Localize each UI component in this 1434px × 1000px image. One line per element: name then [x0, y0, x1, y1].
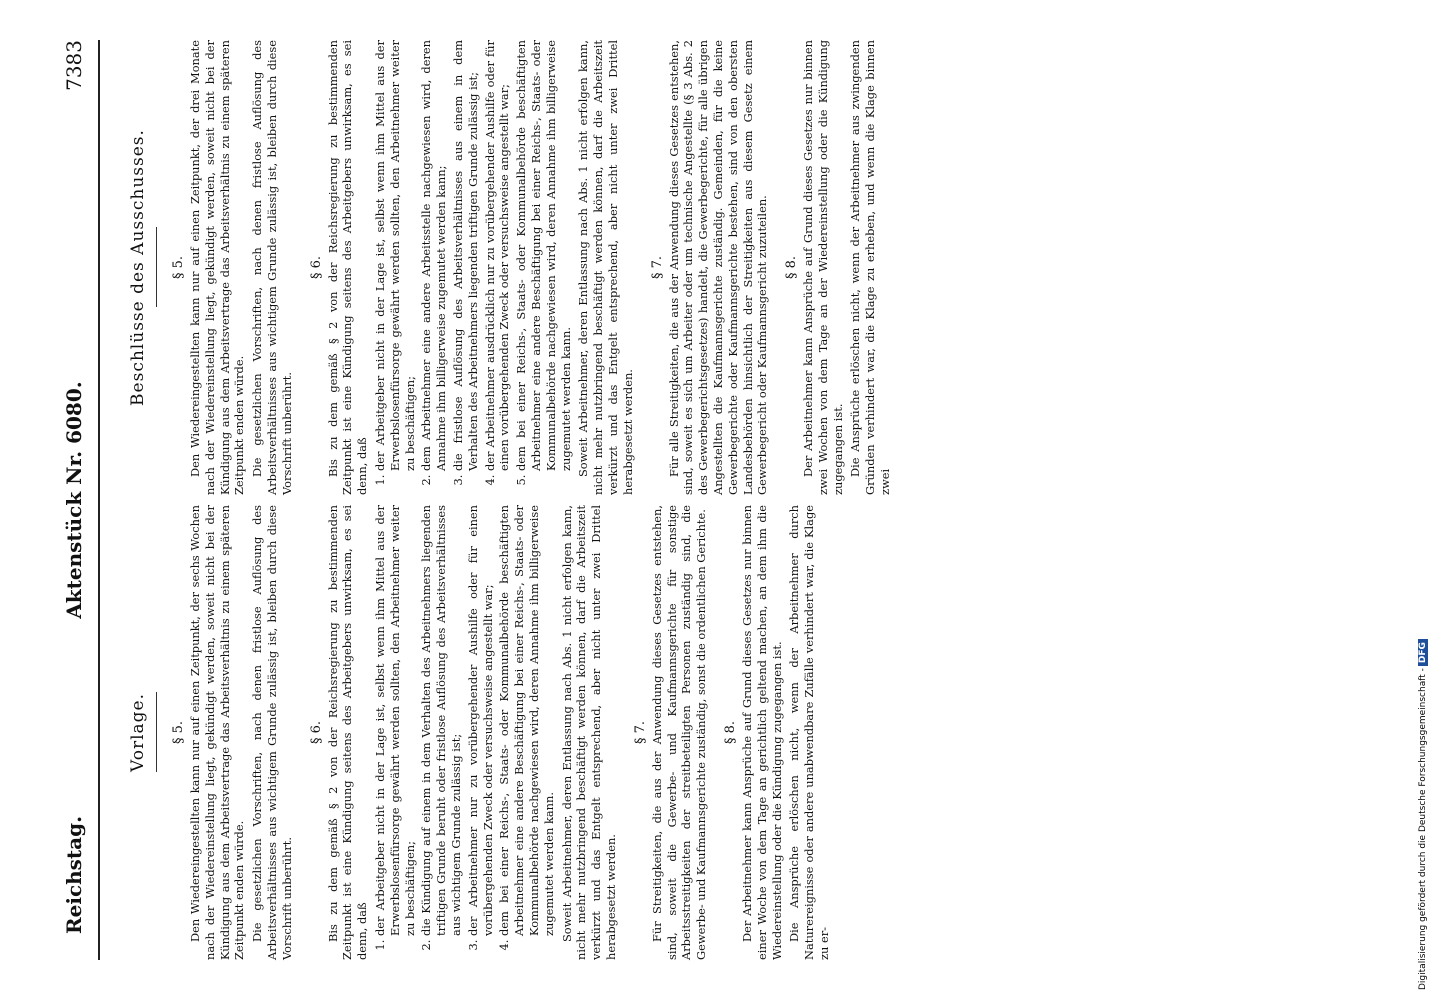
page-header — [62, 0, 102, 1000]
section-heading: § 6. — [308, 720, 324, 745]
paragraph: Für alle Streitigkeiten, die aus der Anwendung dieses Gesetzes entstehen, sind, soweit es sich um Arbeiter oder um technische Angestellte (§ 3 Abs. 2 des Gewerbegerichtsgesetzes) handelt, die Gewerbegerichte, für alle übrigen Angestellten die Kaufmannsgerichte zuständig. Gemeinden, für die keine Gewerbegerichte oder Kaufmannsgerichte bestehen, sind von den obersten Landesbehörden hinsichtlich der Streitigkeiten aus diesem Gesetz einem Gewerbegericht oder Kaufmannsgericht zuzuteilen. — [666, 40, 770, 495]
header-left: Reichstag. — [62, 815, 86, 934]
list-item: 1. der Arbeitgeber nicht in der Lage ist, selbst wenn ihm Mittel aus der Erwerbslosenfürsorge gewährt werden sollten, den Arbeitnehmer weiter zu beschäftigen; — [373, 40, 417, 471]
section-heading: § 8. — [784, 255, 800, 280]
paragraph: Bis zu dem gemäß § 2 von der Reichsregierung zu bestimmenden Zeitpunkt ist eine Kündigung seitens des Arbeitgebers unwirksam, es sei denn, daß — [325, 40, 370, 495]
section-heading: § 5. — [171, 720, 186, 745]
page-number: 7383 — [62, 40, 86, 91]
list-item: 3. die fristlose Auflösung des Arbeitsverhältnisses aus einem in dem Verhalten des Arbeitnehmers liegenden triftigen Grunde zulässig ist; — [451, 40, 481, 471]
paragraph: Den Wiedereingestellten kann nur auf einen Zeitpunkt, der sechs Wochen nach der Wiedereinstellung liegt, gekündigt werden, soweit nicht bei der Kündigung aus dem Arbeitsvertrage das Arbeitsverhältnis zu einem späteren Zeitpunkt enden würde. — [188, 505, 247, 960]
title-divider — [156, 228, 157, 308]
header-rule — [98, 40, 100, 960]
list-item: 2. dem Arbeitnehmer eine andere Arbeitsstelle nachgewiesen wird, deren Annahme ihm billigerweise zugemutet werden kann; — [419, 40, 449, 471]
list-item: 4. dem bei einer Reichs-, Staats- oder Kommunalbehörde beschäftigten Arbeitnehmer eine andere Beschäftigung bei einer Reichs-, Staats- oder Kommunalbehörde nachgewiesen wird, deren Annahme ihm billigerweise zugemutet werden kann. — [497, 505, 556, 936]
list-item: 4. der Arbeitnehmer ausdrücklich nur zu vorübergehender Aushilfe oder für einen vorübergehenden Zweck oder versuchsweise angestellt war; — [483, 40, 513, 471]
paragraph: Der Arbeitnehmer kann Ansprüche auf Grund dieses Gesetzes nur binnen zwei Wochen von dem Tage an der Wiedereinstellung oder die Kündigung zugegangen ist. — [801, 40, 845, 495]
paragraph: Die Ansprüche erlöschen nicht, wenn der Arbeitnehmer aus zwingenden Gründen verhindert war, die Klage zu erheben, und wenn die Klage binnen zwei — [848, 40, 893, 495]
paragraph: Die gesetzlichen Vorschriften, nach denen fristlose Auflösung des Arbeitsverhältnisses aus wichtigem Grunde zulässig ist, bleiben durch diese Vorschrift unberührt. — [250, 40, 294, 495]
dfg-logo: DFG — [1418, 639, 1428, 666]
section-heading: § 7. — [632, 720, 648, 745]
section-heading: § 7. — [649, 255, 665, 280]
credit-text: Digitalisierung gefördert durch die Deutsche Forschungsgemeinschaft - — [1418, 668, 1428, 990]
right-column — [110, 40, 896, 495]
left-column — [110, 505, 835, 960]
left-column-title: Vorlage. — [128, 693, 148, 772]
header-title: Aktenstück Nr. 6080. — [62, 381, 86, 619]
paragraph: Den Wiedereingestellten kann nur auf einen Zeitpunkt, der drei Monate nach der Wiedereinstellung liegt, gekündigt werden, soweit nicht bei der Kündigung aus dem Arbeitsvertrage das Arbeitsverhältnis zu einem späteren Zeitpunkt enden würde. — [188, 40, 247, 495]
paragraph: Der Arbeitnehmer kann Ansprüche auf Grund dieses Gesetzes nur binnen einer Woche von dem Tage an gerichtlich geltend machen, an dem ihm die Wiedereinstellung oder die Kündigung zugegangen ist. — [739, 505, 784, 960]
paragraph: Bis zu dem gemäß § 2 von der Reichsregierung zu bestimmenden Zeitpunkt ist eine Kündigung seitens des Arbeitgebers unwirksam, es sei denn, daß — [325, 505, 370, 960]
paragraph: Die Ansprüche erlöschen nicht, wenn der Arbeitnehmer durch Naturereignisse oder andere unabwendbare Zufälle verhindert war, die Klage zu er- — [787, 505, 831, 960]
left-sections — [171, 505, 832, 960]
numbered-list — [373, 40, 573, 495]
section-heading: § 6. — [308, 255, 324, 280]
list-item: 1. der Arbeitgeber nicht in der Lage ist, selbst wenn ihm Mittel aus der Erwerbslosenfürsorge gewährt werden sollten, den Arbeitnehmer weiter zu beschäftigen; — [373, 505, 417, 936]
paragraph: Für Streitigkeiten, die aus der Anwendung dieses Gesetzes entstehen, sind, soweit die Gewerbe- und Kaufmannsgerichte für sonstige Arbeitsstreitigkeiten der streitbeteiligten Personen zuständig sind, die Gewerbe- und Kaufmannsgerichte zuständig, sonst die ordentlichen Gerichte. — [649, 505, 709, 960]
paragraph: Soweit Arbeitnehmer, deren Entlassung nach Abs. 1 nicht erfolgen kann, nicht mehr nutzbringend beschäftigt werden können, darf die Arbeitszeit verkürzt und das Entgelt entsprechend, aber nicht unter zwei Drittel herabgesetzt werden. — [559, 505, 618, 960]
digitization-credit — [1418, 10, 1432, 990]
right-sections — [171, 40, 893, 495]
title-divider — [156, 693, 157, 773]
list-item: 3. der Arbeitnehmer nur zu vorübergehender Aushilfe oder für einen vorübergehenden Zweck oder versuchsweise angestellt war; — [466, 505, 496, 936]
paragraph: Soweit Arbeitnehmer, deren Entlassung nach Abs. 1 nicht erfolgen kann, nicht mehr nutzbringend beschäftigt werden können, darf die Arbeitszeit verkürzt und das Entgelt entsprechend, aber nicht unter zwei Drittel herabgesetzt werden. — [576, 40, 635, 495]
right-column-title: Beschlüsse des Ausschusses. — [128, 129, 148, 406]
section-heading: § 5. — [171, 255, 186, 280]
section-heading: § 8. — [722, 720, 738, 745]
list-item: 2. die Kündigung auf einem in dem Verhalten des Arbeitnehmers liegenden triftigen Grunde beruht oder fristlose Auflösung des Arbeitsverhältnisses aus wichtigem Grunde zulässig ist; — [419, 505, 463, 936]
list-item: 5. dem bei einer Reichs-, Staats- oder Kommunalbehörde beschäftigten Arbeitnehmer eine andere Beschäftigung bei einer Reichs-, Staats- oder Kommunalbehörde nachgewiesen wird, deren Annahme ihm billigerweise zugemutet werden kann. — [514, 40, 573, 471]
paragraph: Die gesetzlichen Vorschriften, nach denen fristlose Auflösung des Arbeitsverhältnisses aus wichtigem Grunde zulässig ist, bleiben durch diese Vorschrift unberührt. — [250, 505, 294, 960]
numbered-list — [373, 505, 557, 960]
